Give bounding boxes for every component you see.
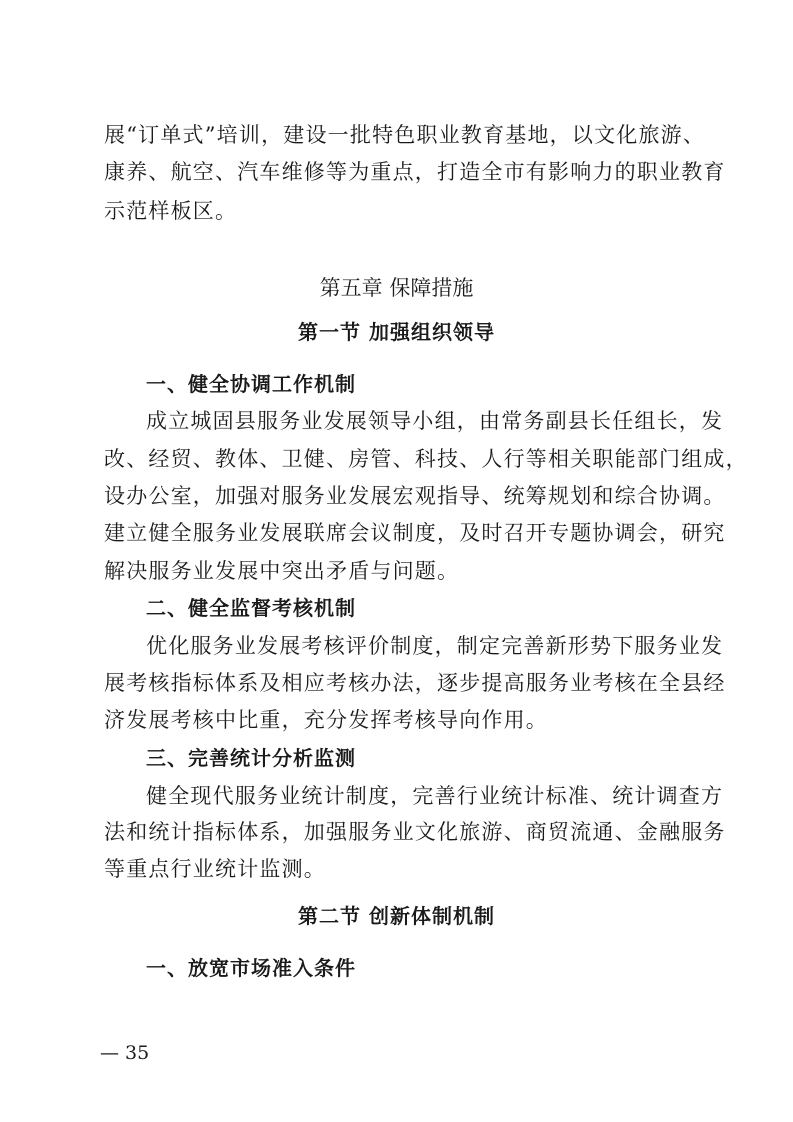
- body-text-line: 展考核指标体系及相应考核办法，逐步提高服务业考核在全县经: [104, 671, 726, 695]
- body-text-line: 优化服务业发展考核评价制度，制定完善新形势下服务业发: [146, 634, 724, 658]
- body-text-line: 解决服务业发展中突出矛盾与问题。: [104, 559, 460, 583]
- body-text-line: 示范样板区。: [104, 199, 238, 223]
- page-number: — 35: [100, 1042, 150, 1064]
- body-text-line: 等重点行业统计监测。: [104, 857, 326, 881]
- subsection-heading: 一、健全协调工作机制: [146, 372, 356, 396]
- body-text-line: 展“订单式”培训，建设一批特色职业教育基地，以文化旅游、: [104, 123, 706, 147]
- body-text-line: 成立城固县服务业发展领导小组，由常务副县长任组长，发: [146, 409, 724, 433]
- chapter-title: 第五章 保障措施: [319, 276, 474, 300]
- body-text-line: 建立健全服务业发展联席会议制度，及时召开专题协调会，研究: [104, 521, 726, 545]
- section-title: 第一节 加强组织领导: [298, 320, 495, 344]
- body-text-line: 康养、航空、汽车维修等为重点，打造全市有影响力的职业教育: [104, 160, 726, 184]
- body-text-line: 设办公室，加强对服务业发展宏观指导、统筹规划和综合协调。: [104, 484, 726, 508]
- subsection-heading: 二、健全监督考核机制: [146, 596, 356, 620]
- body-text-line: 改、经贸、教体、卫健、房管、科技、人行等相关职能部门组成，: [104, 447, 748, 471]
- body-text-line: 济发展考核中比重，充分发挥考核导向作用。: [104, 708, 548, 732]
- subsection-heading: 三、完善统计分析监测: [146, 746, 356, 770]
- body-text-line: 健全现代服务业统计制度，完善行业统计标准、统计调查方: [146, 784, 724, 808]
- subsection-heading: 一、放宽市场准入条件: [146, 956, 356, 980]
- section-title: 第二节 创新体制机制: [298, 904, 495, 928]
- body-text-line: 法和统计指标体系，加强服务业文化旅游、商贸流通、金融服务: [104, 820, 726, 844]
